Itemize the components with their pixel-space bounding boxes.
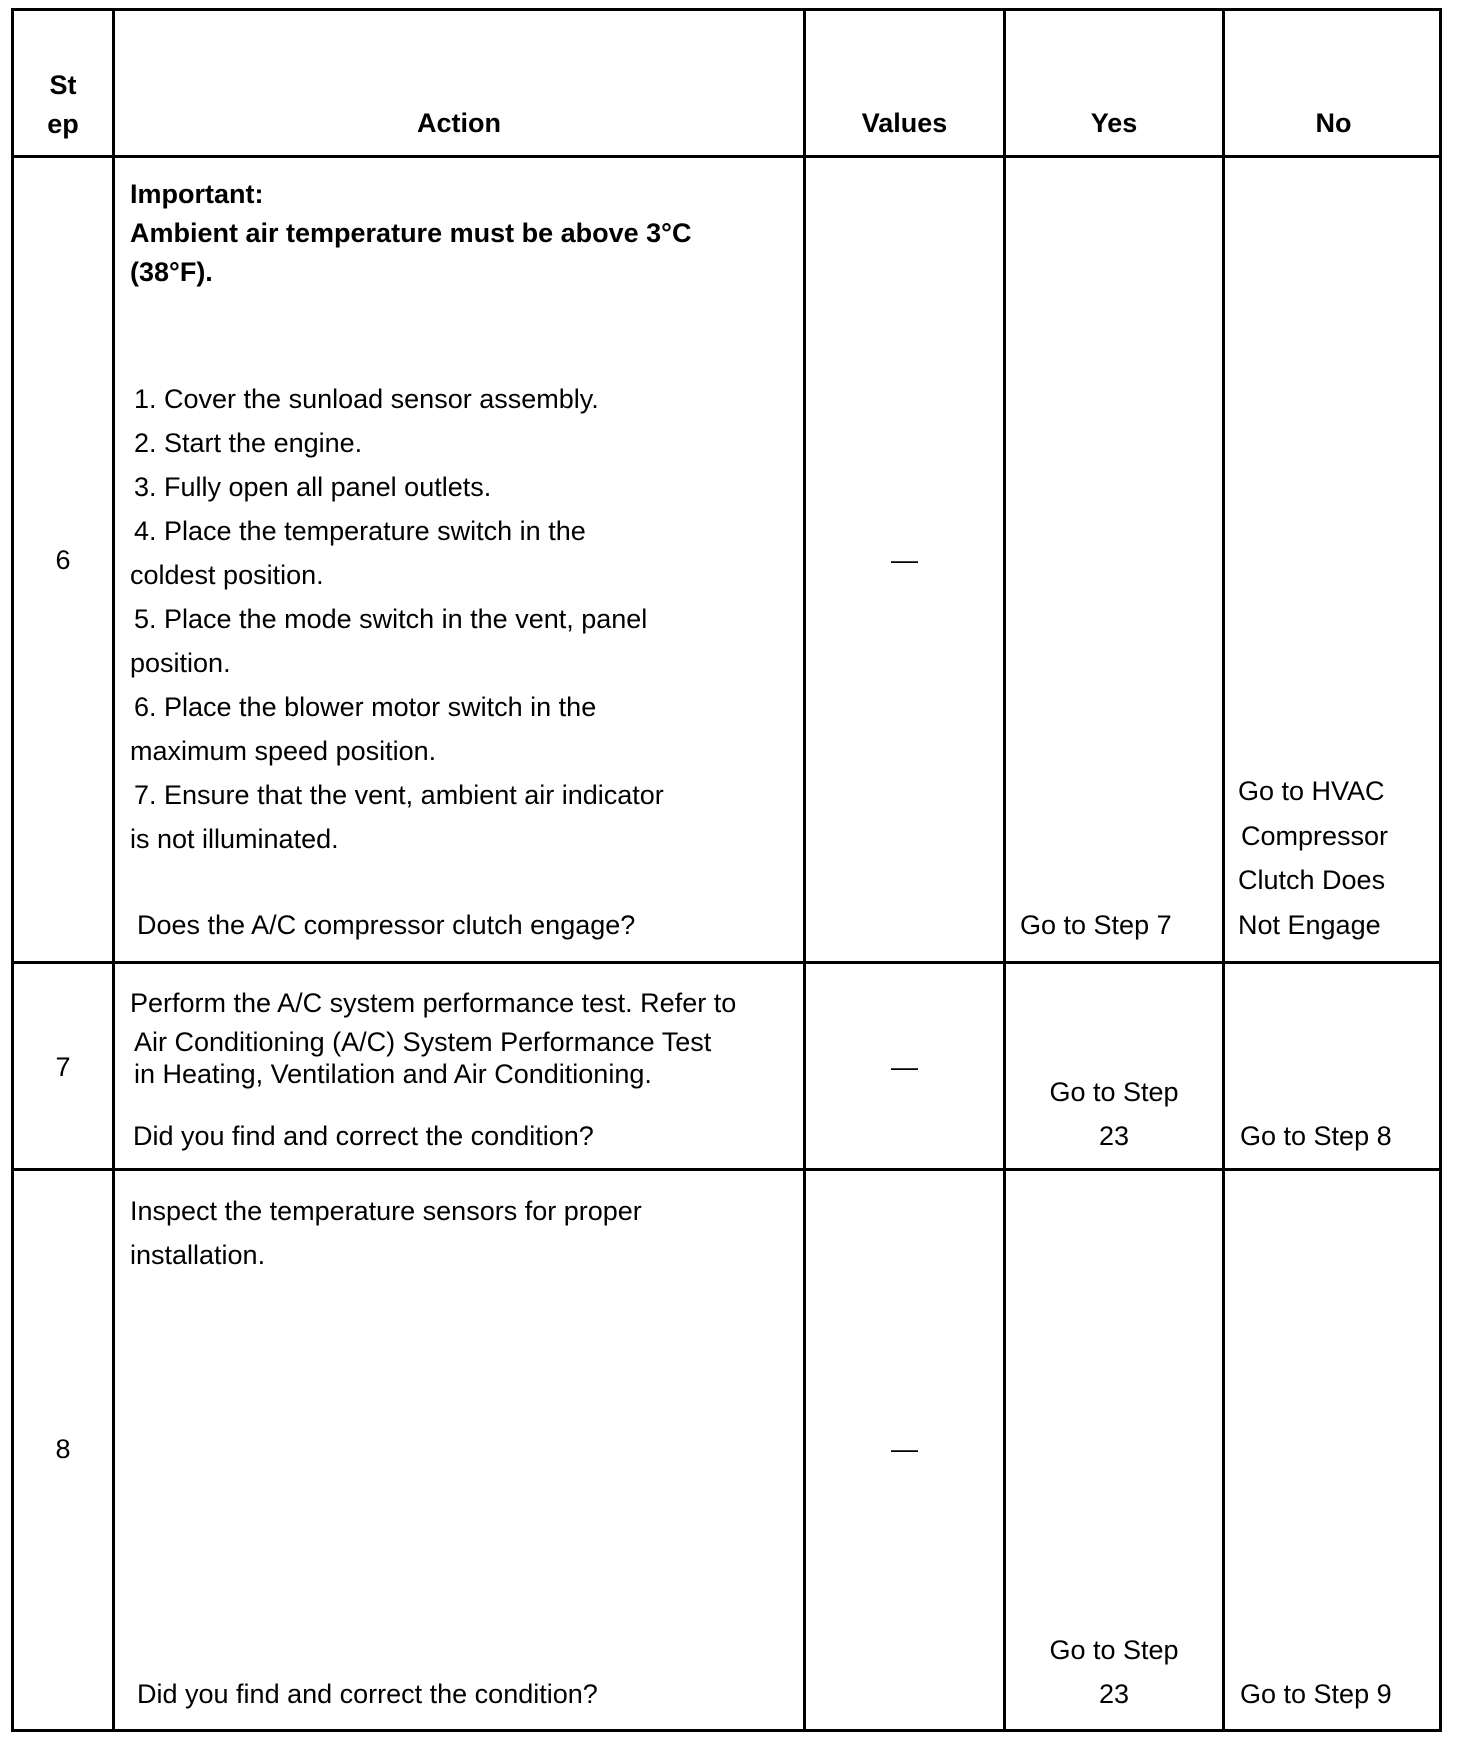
row-divider bbox=[14, 961, 1439, 964]
no-result: Go to Step 8 bbox=[1240, 1121, 1392, 1151]
yes-result: Go to Step 7 bbox=[1020, 910, 1172, 940]
no-result: Go to HVAC bbox=[1238, 776, 1385, 806]
action-text: in Heating, Ventilation and Air Conditioning. bbox=[134, 1059, 652, 1089]
action-step-continued: position. bbox=[130, 648, 231, 678]
action-step: 7. Ensure that the vent, ambient air indicator bbox=[134, 780, 664, 810]
column-divider bbox=[112, 11, 115, 1729]
action-text: Air Conditioning (A/C) System Performance Test bbox=[134, 1027, 712, 1057]
action-question: Does the A/C compressor clutch engage? bbox=[137, 910, 636, 940]
step-number: 7 bbox=[55, 1052, 71, 1082]
row-divider bbox=[14, 155, 1439, 158]
action-step: 5. Place the mode switch in the vent, panel bbox=[134, 604, 648, 634]
header-action: Action bbox=[417, 108, 501, 138]
no-result: Go to Step 9 bbox=[1240, 1679, 1392, 1709]
step-number: 8 bbox=[55, 1434, 71, 1464]
step-number: 6 bbox=[55, 545, 71, 575]
action-text: Perform the A/C system performance test. Refer to bbox=[130, 988, 737, 1018]
yes-result: Go to Step bbox=[1049, 1077, 1179, 1107]
column-divider bbox=[1003, 11, 1006, 1729]
header-yes: Yes bbox=[1090, 108, 1138, 138]
no-result: Not Engage bbox=[1238, 910, 1381, 940]
action-question: Did you find and correct the condition? bbox=[137, 1679, 598, 1709]
action-step-continued: maximum speed position. bbox=[130, 736, 437, 766]
yes-result: 23 bbox=[1098, 1121, 1130, 1151]
action-step: 3. Fully open all panel outlets. bbox=[134, 472, 492, 502]
action-step: 2. Start the engine. bbox=[134, 428, 363, 458]
values-cell: — bbox=[891, 545, 918, 575]
values-cell: — bbox=[891, 1052, 918, 1082]
important-text: (38°F). bbox=[130, 257, 213, 287]
header-step-line2: ep bbox=[47, 109, 79, 139]
action-step: 4. Place the temperature switch in the bbox=[134, 516, 586, 546]
action-step: 6. Place the blower motor switch in the bbox=[134, 692, 597, 722]
no-result: Clutch Does bbox=[1238, 865, 1386, 895]
yes-result: 23 bbox=[1098, 1679, 1130, 1709]
important-label: Important: bbox=[130, 179, 264, 209]
action-question: Did you find and correct the condition? bbox=[133, 1121, 594, 1151]
action-text: installation. bbox=[130, 1240, 266, 1270]
column-divider bbox=[1222, 11, 1225, 1729]
action-step-continued: coldest position. bbox=[130, 560, 324, 590]
diagnostic-table bbox=[11, 8, 1442, 1732]
header-no: No bbox=[1315, 108, 1352, 138]
no-result: Compressor bbox=[1241, 821, 1389, 851]
row-divider bbox=[14, 1168, 1439, 1171]
column-divider bbox=[803, 11, 806, 1729]
header-step-line1: St bbox=[49, 70, 77, 100]
yes-result: Go to Step bbox=[1049, 1635, 1179, 1665]
header-values: Values bbox=[861, 108, 948, 138]
action-step-continued: is not illuminated. bbox=[130, 824, 339, 854]
values-cell: — bbox=[891, 1434, 918, 1464]
important-text: Ambient air temperature must be above 3°C bbox=[130, 218, 692, 248]
action-text: Inspect the temperature sensors for proper bbox=[130, 1196, 642, 1226]
action-step: 1. Cover the sunload sensor assembly. bbox=[134, 384, 599, 414]
